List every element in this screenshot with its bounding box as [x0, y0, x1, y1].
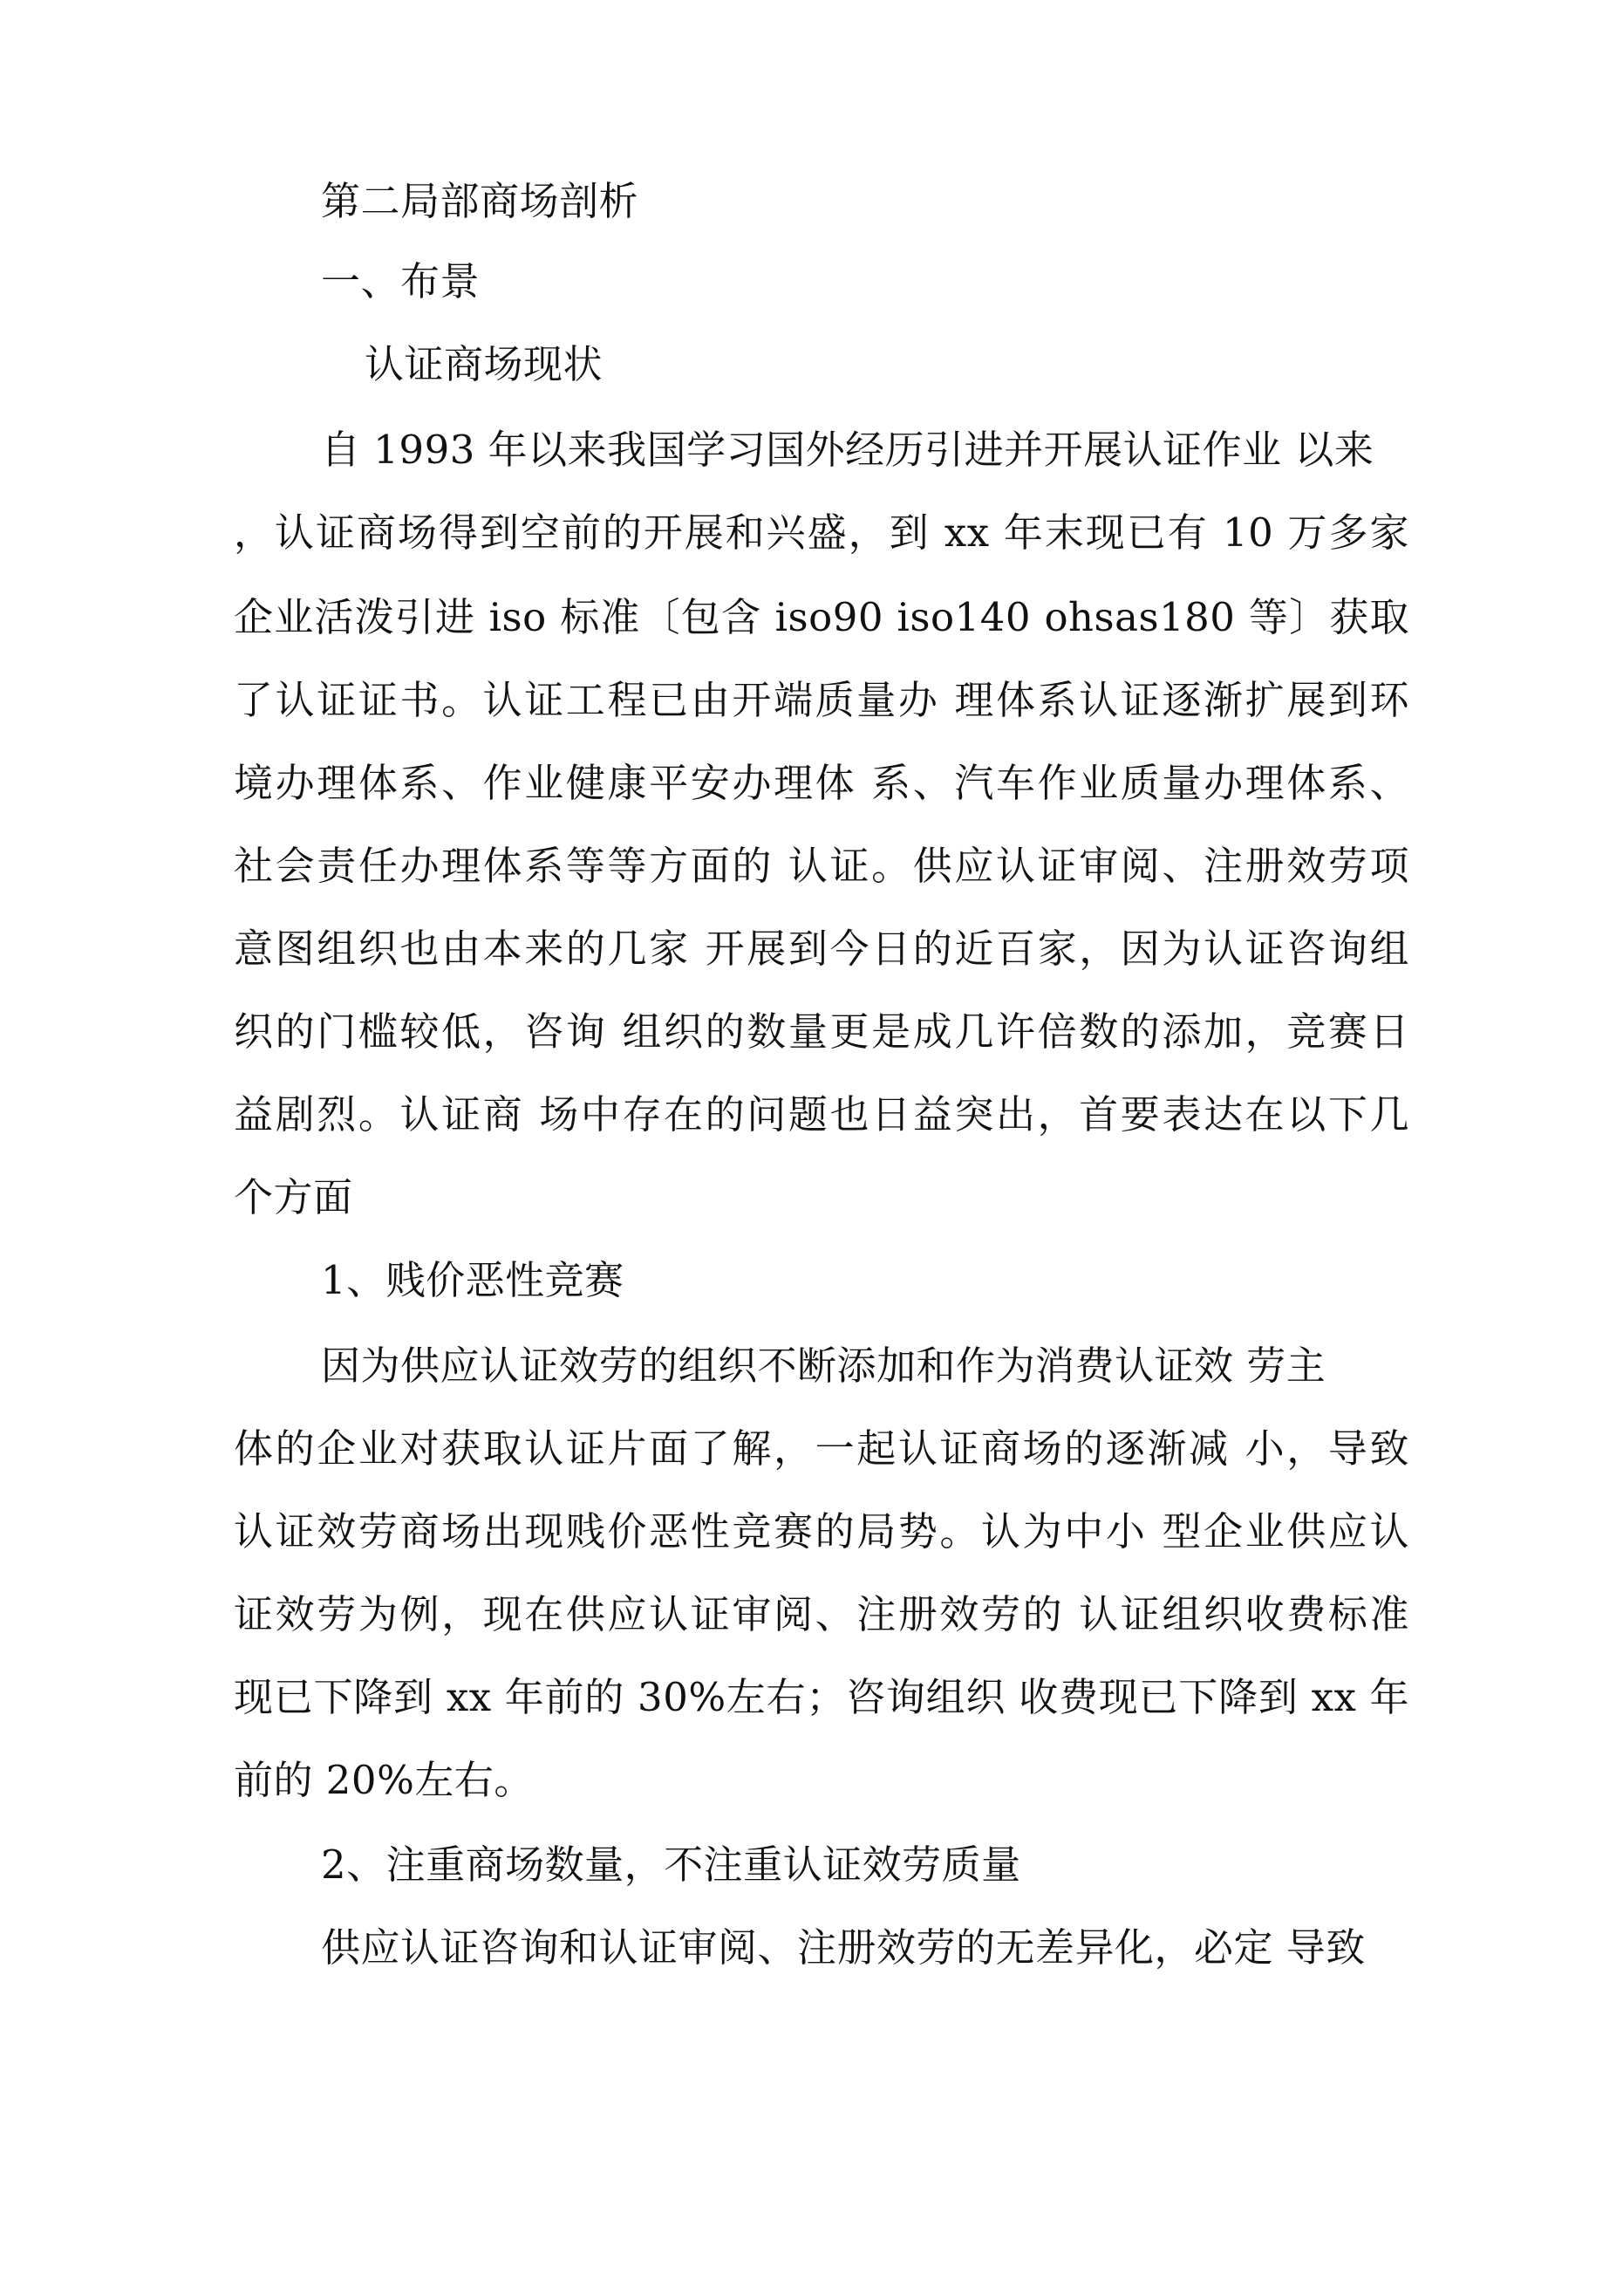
paragraph-2-line-4: 证效劳为例，现在供应认证审阅、注册效劳的 认证组织收费标准	[234, 1591, 1409, 1637]
paragraph-2-line-6: 前的 20%左右。	[234, 1757, 534, 1803]
paragraph-1-line-1: 自 1993 年以来我国学习国外经历引进并开展认证作业 以来	[321, 427, 1374, 473]
list-item-1-heading: 1、贱价恶性竞赛	[321, 1257, 624, 1303]
paragraph-1-line-7: 意图组织也由本来的几家 开展到今日的近百家，因为认证咨询组	[234, 926, 1409, 972]
paragraph-1-line-6: 社会责任办理体系等等方面的 认证。供应认证审阅、注册效劳项	[234, 843, 1409, 889]
paragraph-1-line-2: ，认证商场得到空前的开展和兴盛，到 xx 年末现已有 10 万多家	[234, 509, 1409, 556]
paragraph-1-line-5: 境办理体系、作业健康平安办理体 系、汽车作业质量办理体系、	[234, 760, 1409, 806]
paragraph-2-line-1: 因为供应认证效劳的组织不断添加和作为消费认证效 劳主	[321, 1343, 1326, 1389]
paragraph-1-line-10: 个方面	[234, 1174, 353, 1220]
paragraph-3-line-1: 供应认证咨询和认证审阅、注册效劳的无差异化，必定 导致	[321, 1924, 1366, 1971]
paragraph-1-line-8: 织的门槛较低，咨询 组织的数量更是成几许倍数的添加，竞赛日	[234, 1008, 1409, 1055]
subsection-heading: 认证商场现状	[365, 341, 604, 387]
paragraph-2-line-2: 体的企业对获取认证片面了解，一起认证商场的逐渐减 小，导致	[234, 1425, 1409, 1472]
paragraph-2-line-3: 认证效劳商场出现贱价恶性竞赛的局势。认为中小 型企业供应认	[234, 1508, 1409, 1555]
paragraph-2-line-5: 现已下降到 xx 年前的 30%左右；咨询组织 收费现已下降到 xx 年	[234, 1674, 1409, 1720]
list-item-2-heading: 2、注重商场数量，不注重认证效劳质量	[321, 1842, 1021, 1888]
paragraph-1-line-4: 了认证证书。认证工程已由开端质量办 理体系认证逐渐扩展到环	[234, 677, 1409, 723]
paragraph-1-line-3: 企业活泼引进 iso 标准〔包含 iso90 iso140 ohsas180 等〕获取	[234, 594, 1409, 640]
paragraph-1-line-9: 益剧烈。认证商 场中存在的问题也日益突出，首要表达在以下几	[234, 1091, 1409, 1138]
document-title: 第二局部商场剖析	[321, 178, 639, 224]
section-heading-background: 一、布景	[321, 258, 481, 304]
